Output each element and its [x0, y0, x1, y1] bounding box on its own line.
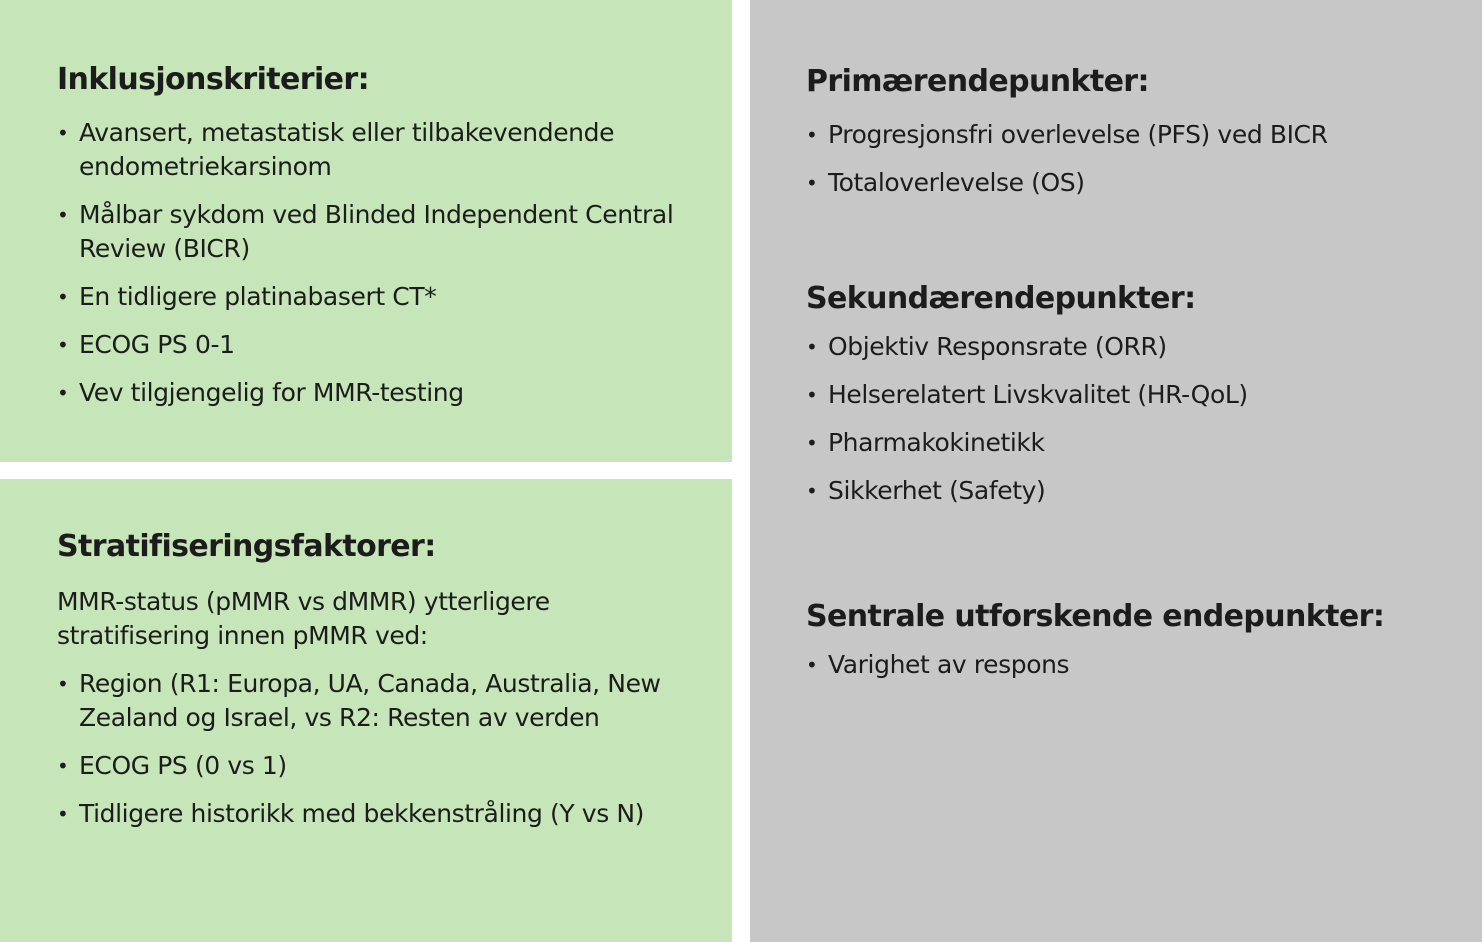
- list-item: • En tidligere platinabasert CT*: [57, 280, 692, 314]
- primary-endpoints-list: [806, 118, 1452, 200]
- secondary-endpoints-heading: Sekundærendepunkter:: [806, 281, 1196, 316]
- list-item: • Objektiv Responsrate (ORR): [806, 330, 1452, 364]
- exploratory-endpoints-list: [806, 648, 1452, 682]
- stratification-heading: Stratifiseringsfaktorer:: [57, 529, 436, 564]
- list-item: • Vev tilgjengelig for MMR-testing: [57, 376, 692, 410]
- list-item: • Tidligere historikk med bekkenstråling (Y vs N): [57, 797, 692, 831]
- primary-endpoints-heading: Primærendepunkter:: [806, 64, 1149, 99]
- stratification-list: [57, 667, 692, 831]
- list-item: • Pharmakokinetikk: [806, 426, 1452, 460]
- stratification-intro: MMR-status (pMMR vs dMMR) ytterligere stratifisering innen pMMR ved:: [57, 587, 550, 650]
- inclusion-criteria-panel: [0, 0, 732, 462]
- list-item: • ECOG PS (0 vs 1): [57, 749, 692, 783]
- list-item: • Region (R1: Europa, UA, Canada, Australia, New Zealand og Israel, vs R2: Resten av verden: [57, 667, 692, 735]
- list-item: • Målbar sykdom ved Blinded Independent Central Review (BICR): [57, 198, 692, 266]
- list-item: • ECOG PS 0-1: [57, 328, 692, 362]
- inclusion-criteria-list: [57, 116, 692, 410]
- list-item: • Avansert, metastatisk eller tilbakevendende endometriekarsinom: [57, 116, 692, 184]
- list-item: • Progresjonsfri overlevelse (PFS) ved BICR: [806, 118, 1452, 152]
- secondary-endpoints-list: [806, 330, 1452, 508]
- stratification-panel: [0, 479, 732, 942]
- list-item: • Helserelatert Livskvalitet (HR-QoL): [806, 378, 1452, 412]
- inclusion-criteria-heading: Inklusjonskriterier:: [57, 62, 370, 97]
- endpoints-panel: [750, 0, 1482, 942]
- exploratory-endpoints-heading: Sentrale utforskende endepunkter:: [806, 599, 1385, 634]
- list-item: • Sikkerhet (Safety): [806, 474, 1452, 508]
- list-item: • Varighet av respons: [806, 648, 1452, 682]
- list-item: • Totaloverlevelse (OS): [806, 166, 1452, 200]
